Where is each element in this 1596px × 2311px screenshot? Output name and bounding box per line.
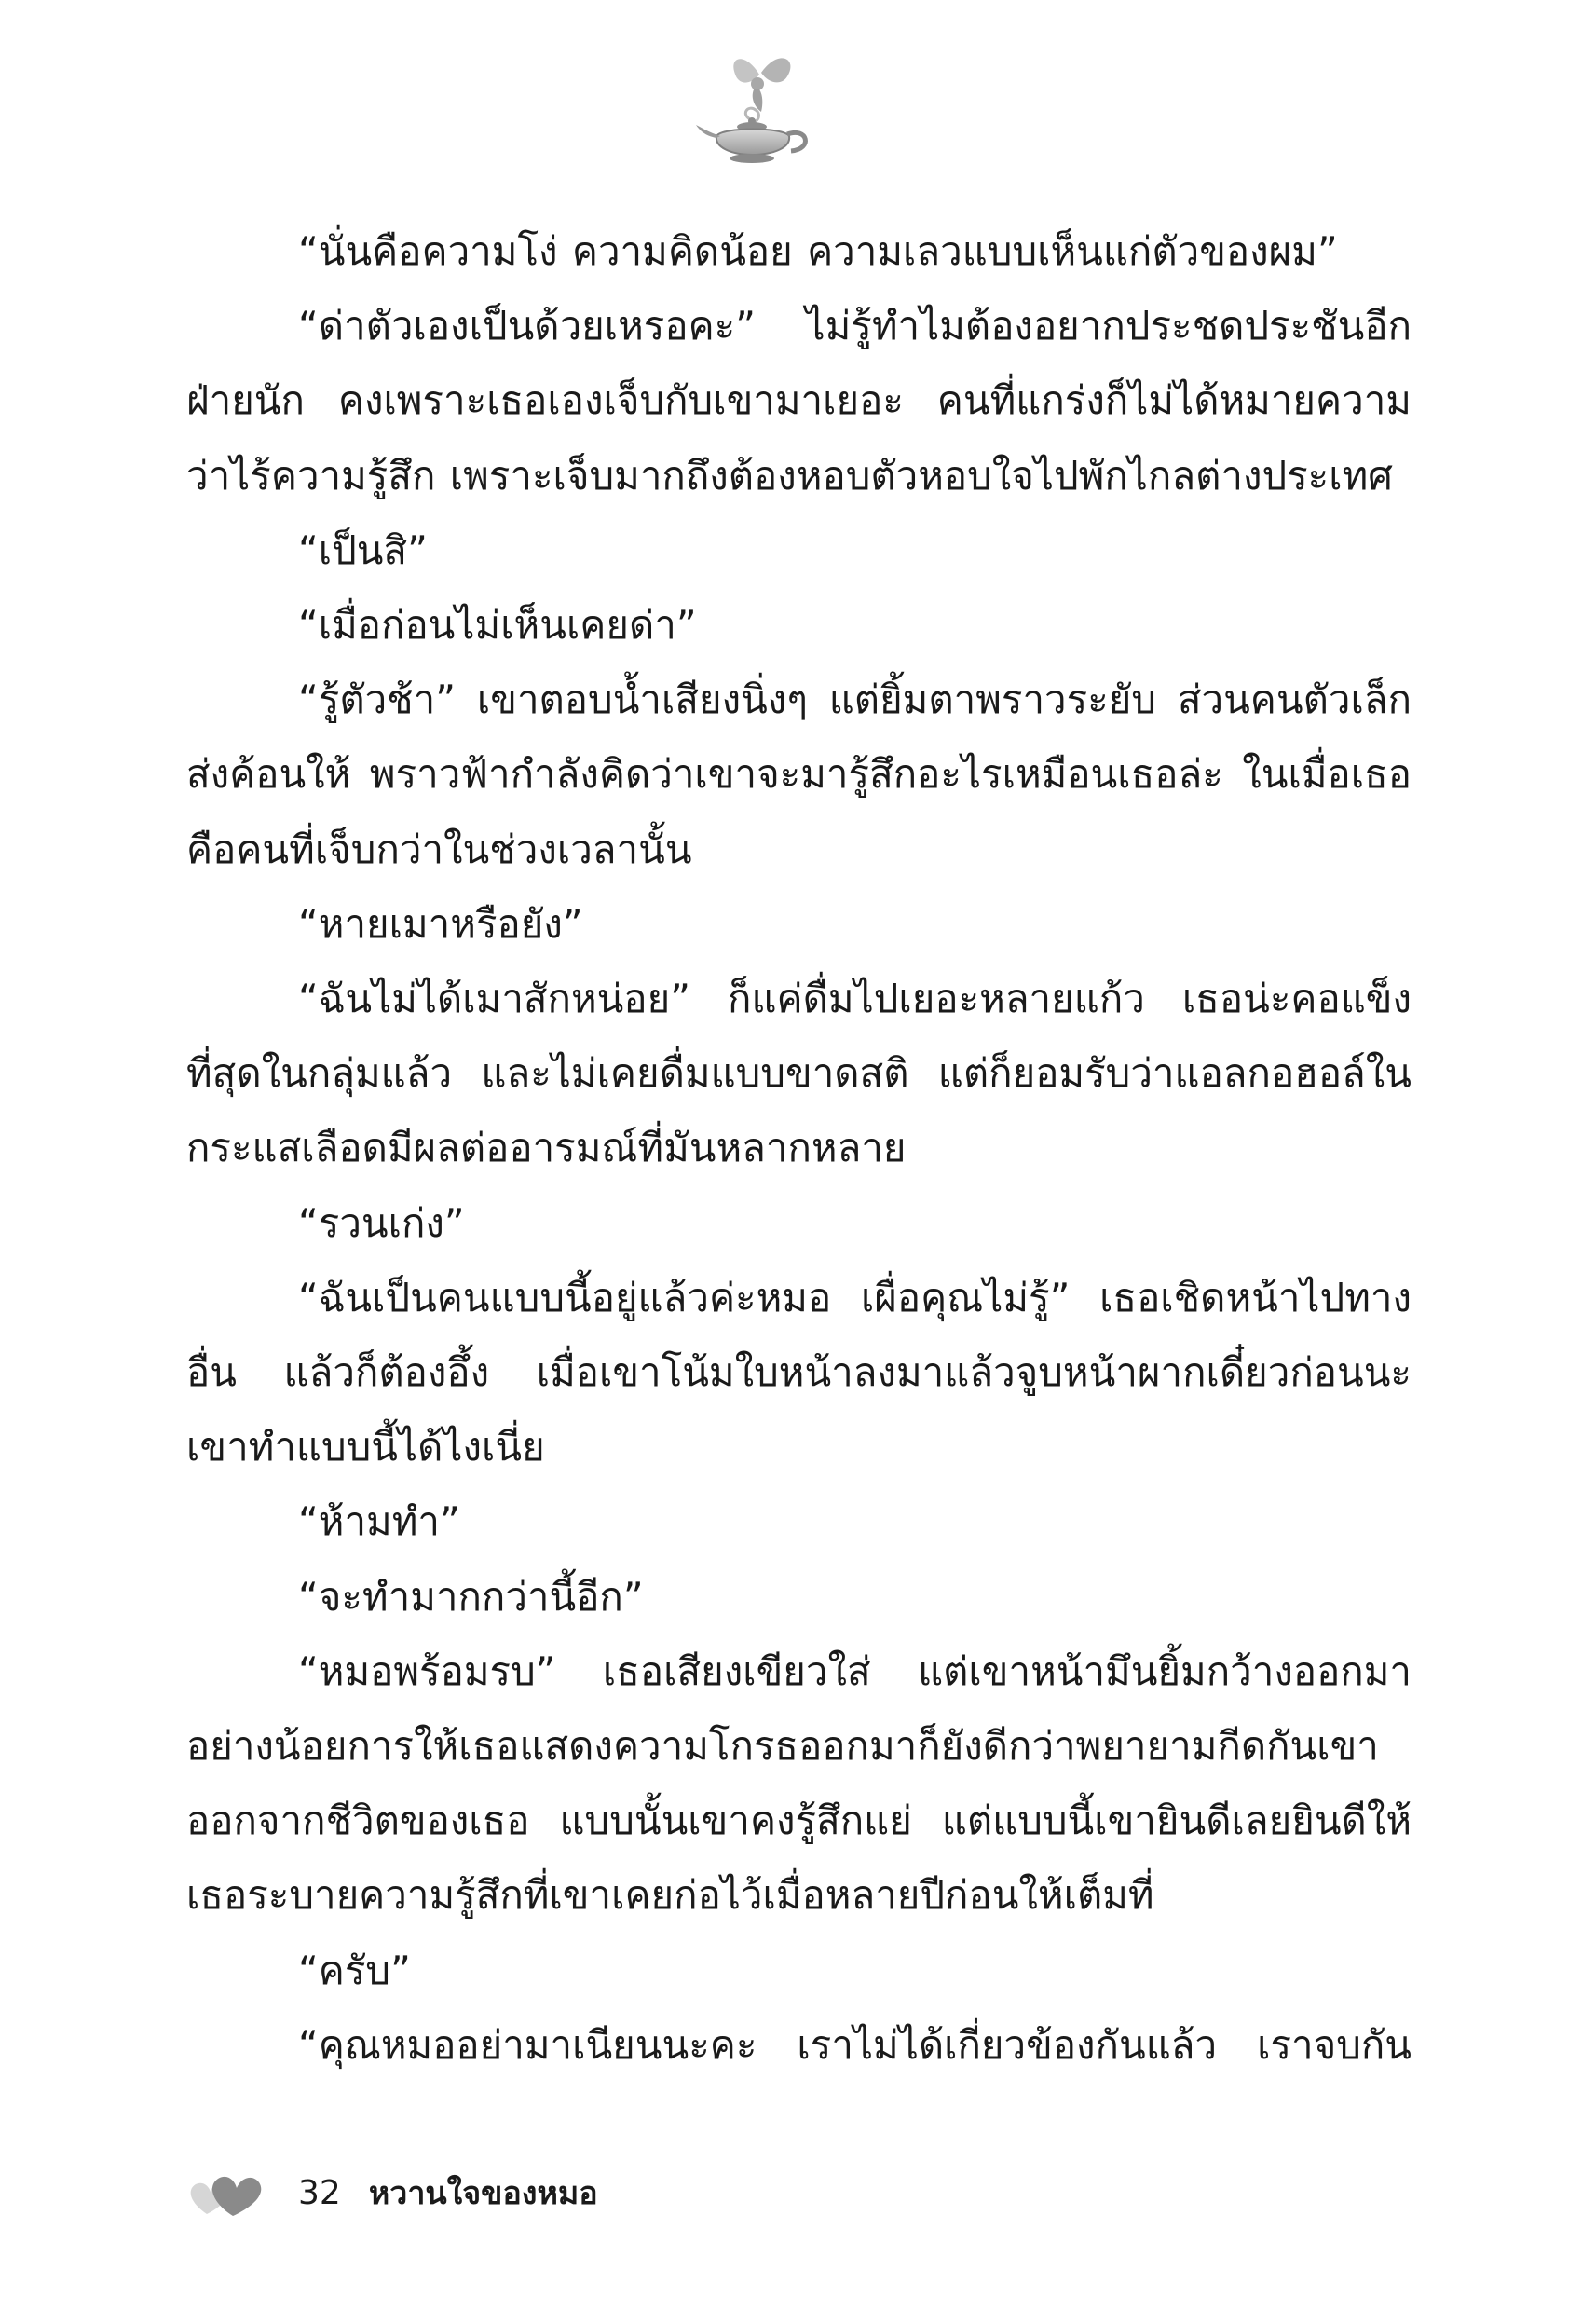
page-number: 32 xyxy=(298,2173,341,2212)
paragraph: “หายเมาหรือยัง” xyxy=(298,900,583,947)
paragraph: “ฉันไม่ได้เมาสักหน่อย” ก็แค่ดื่มไปเยอะหลายแก้ว เธอน่ะคอแข็งที่สุดในกลุ่มแล้ว และไม่เคยดื่มแบบขาดสติ แต่ก็ยอมรับว่าแอลกอฮอล์ในกระแสเลือดมีผลต่ออารมณ์ที่มันหลากหลาย xyxy=(186,976,1412,1171)
body-text xyxy=(186,214,1412,2083)
paragraph: “ฉันเป็นคนแบบนี้อยู่แล้วค่ะหมอ เผื่อคุณไม่รู้” เธอเชิดหน้าไปทางอื่น แล้วก็ต้องอึ้ง เมื่อเขาโน้มใบหน้าลงมาแล้วจูบหน้าผากเดี๋ยวก่อนนะ เขาทำแบบนี้ได้ไงเนี่ย xyxy=(186,1274,1412,1470)
genie-lamp-icon xyxy=(694,47,820,172)
paragraph: “เป็นสิ” xyxy=(298,526,428,573)
hearts-icon xyxy=(186,2166,263,2220)
page-footer xyxy=(186,2160,598,2225)
paragraph: “จะทำมากกว่านี้อีก” xyxy=(298,1573,644,1620)
paragraph: “นั่นคือความโง่ ความคิดน้อย ความเลวแบบเห็นแก่ตัวของผม” xyxy=(298,228,1338,274)
paragraph: “ครับ” xyxy=(298,1947,411,1993)
book-title: หวานใจของหมอ xyxy=(368,2175,598,2212)
paragraph: “รู้ตัวช้า” เขาตอบน้ำเสียงนิ่งๆ แต่ยิ้มตาพราวระยับ ส่วนคนตัวเล็กส่งค้อนให้ พราวฟ้ากำลังคิดว่าเขาจะมารู้สึกอะไรเหมือนเธอล่ะ ในเมื่อเธอคือคนที่เจ็บกว่าในช่วงเวลานั้น xyxy=(186,677,1412,872)
paragraph: “ห้ามทำ” xyxy=(298,1498,460,1545)
paragraph: “คุณหมออย่ามาเนียนนะคะ เราไม่ได้เกี่ยวข้องกันแล้ว เราจบกัน xyxy=(298,2021,1412,2068)
paragraph: “รวนเก่ง” xyxy=(298,1199,465,1246)
paragraph: “เมื่อก่อนไม่เห็นเคยด่า” xyxy=(298,602,697,649)
paragraph: “หมอพร้อมรบ” เธอเสียงเขียวใส่ แต่เขาหน้ามึนยิ้มกว้างออกมาอย่างน้อยการให้เธอแสดงความโกรธออกมาก็ยังดีกว่าพยายามกีดกันเขาออกจากชีวิตของเธอ แบบนั้นเขาคงรู้สึกแย่ แต่แบบนี้เขายินดีเลยยินดีให้เธอระบายความรู้สึกที่เขาเคยก่อไว้เมื่อหลายปีก่อนให้เต็มที่ xyxy=(186,1648,1412,1919)
paragraph: “ด่าตัวเองเป็นด้วยเหรอคะ” ไม่รู้ทำไมต้องอยากประชดประชันอีกฝ่ายนัก คงเพราะเธอเองเจ็บกับเขามาเยอะ คนที่แกร่งก็ไม่ได้หมายความว่าไร้ความรู้สึก เพราะเจ็บมากถึงต้องหอบตัวหอบใจไปพักไกลต่างประเทศ xyxy=(186,303,1412,499)
